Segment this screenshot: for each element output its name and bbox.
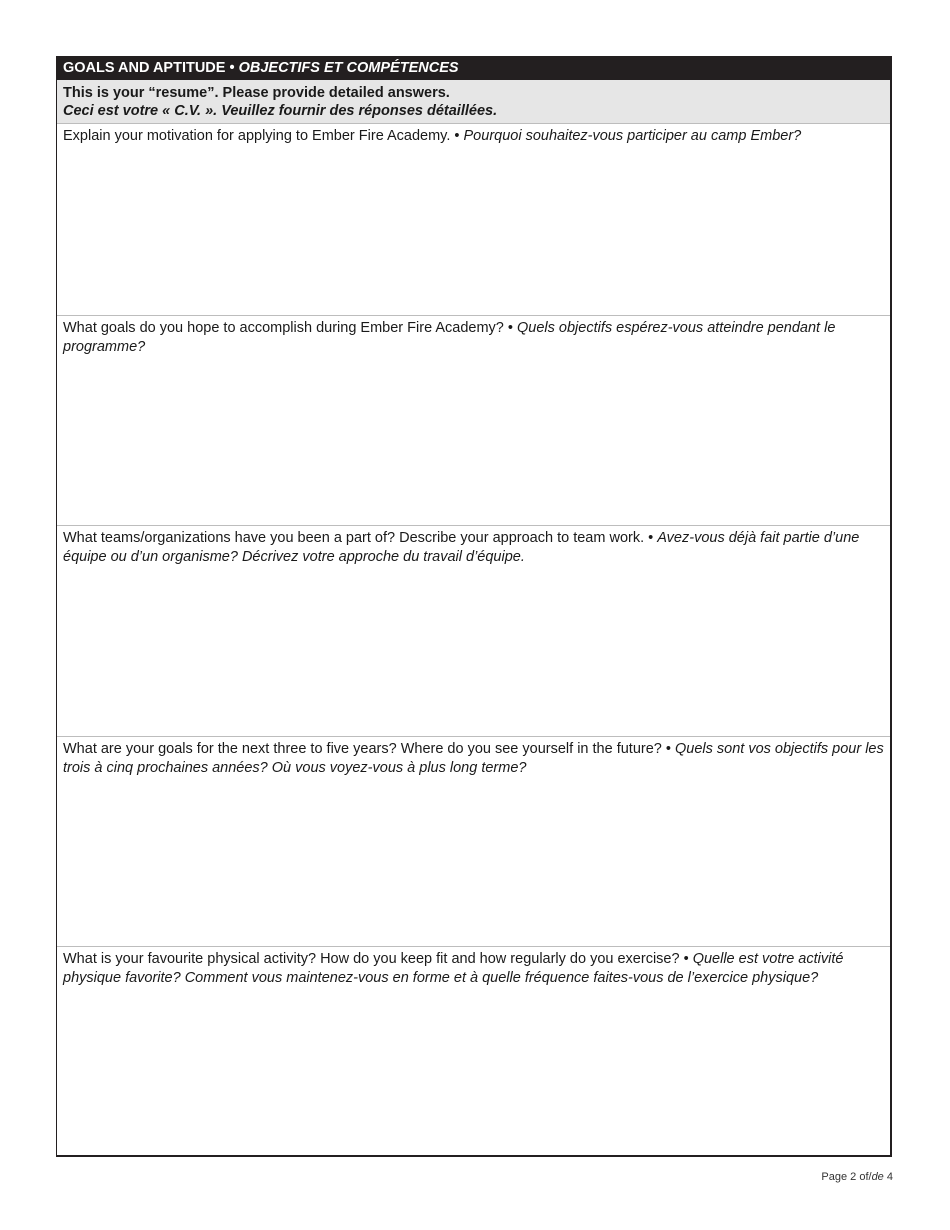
question-motivation[interactable] bbox=[57, 124, 890, 316]
question-label-en: What is your favourite physical activity? How do you keep fit and how regularly do you exercise? • bbox=[63, 951, 693, 967]
page-number-de: de bbox=[871, 1171, 884, 1183]
question-physical-activity[interactable] bbox=[57, 947, 890, 1157]
page-number-total: 4 bbox=[883, 1171, 893, 1183]
question-future-goals[interactable] bbox=[57, 737, 890, 947]
question-label-en: Explain your motivation for applying to Ember Fire Academy. • bbox=[63, 128, 464, 144]
intro-text-fr: Ceci est votre « C.V. ». Veuillez fournir des réponses détaillées. bbox=[63, 103, 498, 119]
question-label-en: What goals do you hope to accomplish during Ember Fire Academy? • bbox=[63, 320, 518, 336]
question-teams-organizations[interactable] bbox=[57, 526, 890, 737]
section-title-separator: • bbox=[225, 60, 239, 76]
question-goals-during-academy[interactable] bbox=[57, 316, 890, 526]
question-label-fr: Quelle est votre activité physique favorite? Comment vous maintenez-vous en forme et à quelle fréquence faites-vous de l’exercice physique? bbox=[63, 951, 844, 986]
question-label-en: What teams/organizations have you been a part of? Describe your approach to team work. • bbox=[63, 530, 658, 546]
question-label-fr: Pourquoi souhaitez-vous participer au camp Ember? bbox=[463, 128, 802, 144]
question-label-fr: Quels objectifs espérez-vous atteindre pendant le programme? bbox=[63, 320, 836, 355]
question-label-fr: Quels sont vos objectifs pour les trois à cinq prochaines années? Où vous voyez-vous à plus long terme? bbox=[63, 741, 884, 776]
section-header bbox=[57, 57, 890, 80]
question-label-fr: Avez-vous déjà fait partie d’une équipe ou d’un organisme? Décrivez votre approche du travail d’équipe. bbox=[63, 530, 860, 565]
page-number-prefix: Page 2 of/ bbox=[821, 1171, 872, 1183]
section-intro bbox=[57, 80, 890, 124]
goals-aptitude-form bbox=[56, 56, 892, 1157]
section-title-en: GOALS AND APTITUDE bbox=[63, 60, 226, 76]
question-label-en: What are your goals for the next three to five years? Where do you see yourself in the future? • bbox=[63, 741, 675, 757]
page-number bbox=[821, 1171, 893, 1183]
section-title-fr: OBJECTIFS ET COMPÉTENCES bbox=[238, 60, 459, 76]
intro-text-en: This is your “resume”. Please provide detailed answers. bbox=[63, 85, 450, 101]
